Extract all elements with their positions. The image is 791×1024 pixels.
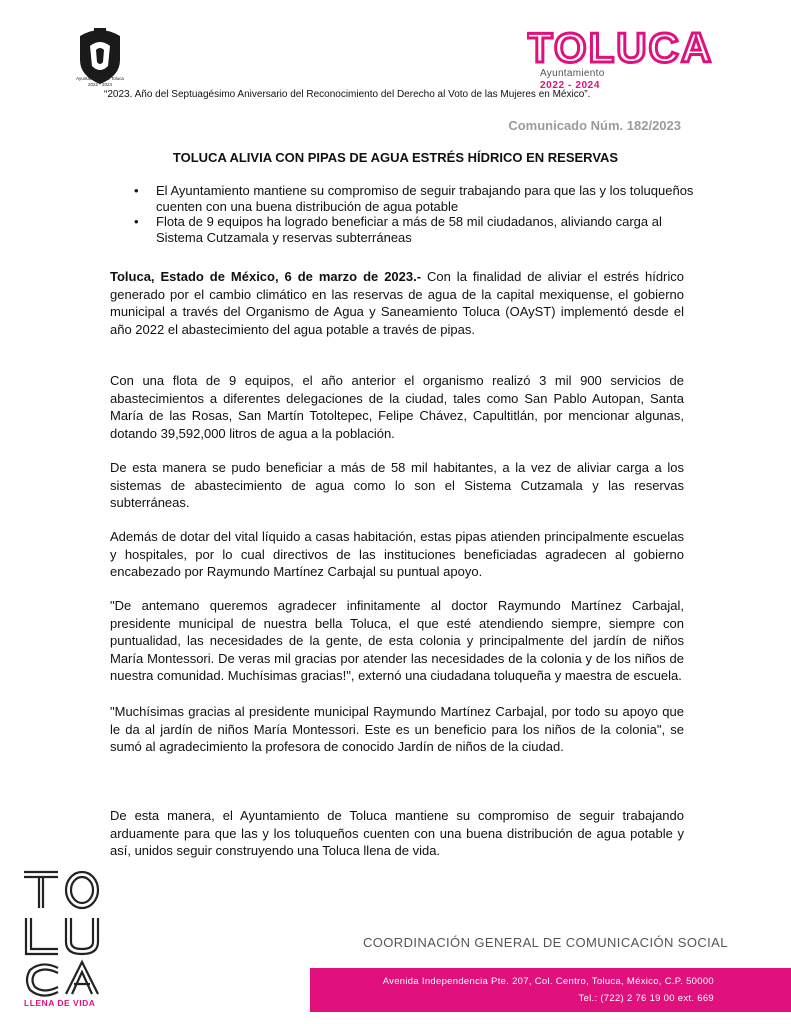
paragraph-5: "De antemano queremos agradecer infinitamente al doctor Raymundo Martínez Carbajal, presidente municipal de nuestra bella Toluca, el que esté atendiendo siempre, siempre con puntualidad, las necesidades de la gente, de esta colonia y principalmente del jardín de niños María Montessori. De veras mil gracias por atender las necesidades de la colonia y de los niños de nuestra comunidad. Muchísimas gracias!", externó una ciudadana toluqueña y maestra de escuela. [110, 598, 684, 683]
coordination-label: COORDINACIÓN GENERAL DE COMUNICACIÓN SOCIAL [363, 935, 728, 950]
tagline: LLENA DE VIDA [24, 998, 96, 1008]
administration-years: 2022 - 2024 [540, 80, 600, 91]
paragraph-7: De esta manera, el Ayuntamiento de Toluca mantiene su compromiso de seguir trabajando arduamente para que las y los toluqueños cuenten con una buena distribución de agua potable y así, unidos seguir construyendo una Toluca llena de vida. [110, 808, 684, 858]
year-motto: “2023. Año del Septuagésimo Aniversario del Reconocimiento del Derecho al Voto de las Mujeres en México”. [104, 89, 591, 100]
footer-phone: Tel.: (722) 2 76 19 00 ext. 669 [578, 993, 714, 1004]
paragraph-2: Con una flota de 9 equipos, el año anterior el organismo realizó 3 mil 900 servicios de abastecimientos a diferentes delegaciones de la ciudad, tales como San Pablo Autopan, Santa María de las Rosas, San Martín Totoltepec, Felipe Chávez, Capultitlán, por mencionar algunas, dotando 39,592,000 litros de agua a la población. [110, 373, 684, 441]
footer-bar [310, 968, 791, 1012]
footer-address: Avenida Independencia Pte. 207, Col. Centro, Toluca, México, C.P. 50000 [382, 976, 714, 987]
toluca-stacked-logo [22, 868, 104, 1018]
paragraph-6: "Muchísimas gracias al presidente municipal Raymundo Martínez Carbajal, por todo su apoyo que le da al jardín de niños María Montessori. Este es un beneficio para los niños de la colonia", se sumó al agradecimiento la profesora de conocido Jardín de niños de la ciudad. [110, 704, 684, 754]
paragraph-1-text: Con la finalidad de aliviar el estrés hídrico generado por el cambio climático en las reservas de agua de la capital mexiquense, el gobierno municipal a través del Organismo de Agua y Saneamiento Toluca (OAyST) implementó desde el año 2022 el abastecimiento del agua potable a través de pipas. [110, 269, 684, 337]
paragraph-1 [110, 268, 684, 338]
toluca-wordmark-logo [527, 26, 717, 66]
dateline: Toluca, Estado de México, 6 de marzo de 2023.- [110, 269, 422, 284]
summary-bullets [134, 183, 694, 245]
document-title: TOLUCA ALIVIA CON PIPAS DE AGUA ESTRÉS HÍDRICO EN RESERVAS [172, 150, 619, 165]
svg-text:TOLUCA: TOLUCA [527, 26, 714, 66]
bullet-item: • El Ayuntamiento mantiene su compromiso de seguir trabajando para que las y los toluqueños cuenten con una buena distribución de agua potable [134, 183, 694, 214]
ayuntamiento-label: Ayuntamiento [540, 68, 605, 79]
comunicado-number: Comunicado Núm. 182/2023 [508, 118, 681, 133]
seal-caption: Ayuntamiento de Toluca 2022 - 2024 [76, 76, 124, 87]
paragraph-4: Además de dotar del vital líquido a casas habitación, estas pipas atienden principalmente escuelas y hospitales, por lo cual directivos de las instituciones beneficiadas agradecen al gobierno encabezado por Raymundo Martínez Carbajal su puntual apoyo. [110, 529, 684, 579]
bullet-item: • Flota de 9 equipos ha logrado beneficiar a más de 58 mil ciudadanos, aliviando carga al Sistema Cutzamala y reservas subterráneas [134, 214, 694, 245]
paragraph-3: De esta manera se pudo beneficiar a más de 58 mil habitantes, a la vez de aliviar carga a los sistemas de abastecimiento de agua como lo son el Sistema Cutzamala y las reservas subterráneas. [110, 460, 684, 510]
